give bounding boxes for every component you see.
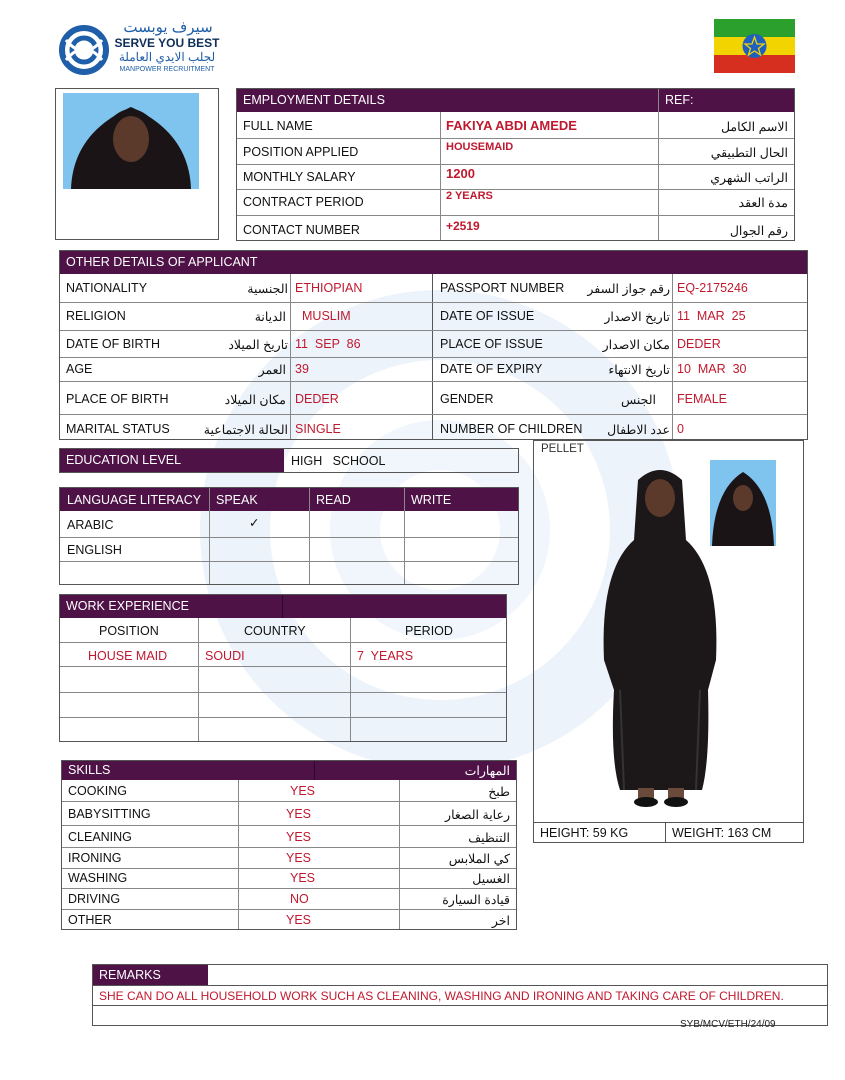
gender-ar: الجنس <box>620 393 656 407</box>
skill-cleaning-label: CLEANING <box>68 830 132 844</box>
skill-washing-value: YES <box>290 871 316 885</box>
logo-sub: MANPOWER RECRUITMENT <box>119 66 215 73</box>
skill-babysitting-ar: رعاية الصغار <box>445 808 510 822</box>
remarks-text: SHE CAN DO ALL HOUSEHOLD WORK SUCH AS CLEANING, WASHING AND IRONING AND TAKING CARE OF CHILDREN. <box>99 989 784 1003</box>
logo-emblem-icon <box>58 22 110 78</box>
nationality-label: NATIONALITY <box>66 281 148 295</box>
logo-name: SERVE YOU BEST <box>114 36 220 50</box>
nationality-ar: الجنسية <box>247 282 288 296</box>
contact-number-value: +2519 <box>446 219 480 233</box>
applicant-photo-small <box>710 460 776 546</box>
skills-header: SKILLS <box>62 761 516 780</box>
contract-period-value: 2 YEARS <box>446 190 493 202</box>
education-level-value: HIGH SCHOOL <box>291 454 386 468</box>
logo-arabic-sub: لجلب الايدي العاملة <box>118 50 216 64</box>
skill-cooking-label: COOKING <box>68 784 128 798</box>
marital-status-value: SINGLE <box>295 422 341 436</box>
work-period-col-header: PERIOD <box>405 624 453 638</box>
passport-number-label: PASSPORT NUMBER <box>440 281 565 295</box>
religion-label: RELIGION <box>66 309 126 323</box>
employment-details-header: EMPLOYMENT DETAILS <box>237 89 658 112</box>
date-of-expiry-label: DATE OF EXPIRY <box>440 362 543 376</box>
language-col-header: LANGUAGE LITERACY <box>67 493 202 507</box>
skill-other-value: YES <box>286 913 312 927</box>
place-of-issue-label: PLACE OF ISSUE <box>440 337 543 351</box>
place-of-birth-label: PLACE OF BIRTH <box>66 392 169 406</box>
place-of-issue-value: DEDER <box>677 337 721 351</box>
age-label: AGE <box>66 362 93 376</box>
number-of-children-label: NUMBER OF CHILDREN <box>440 422 583 436</box>
age-ar: العمر <box>258 363 286 377</box>
passport-number-value: EQ-2175246 <box>677 281 748 295</box>
date-of-expiry-value: 10 MAR 30 <box>677 362 747 376</box>
date-of-birth-value: 11 SEP 86 <box>295 337 361 351</box>
contract-period-label: CONTRACT PERIOD <box>243 195 364 209</box>
full-name-value: FAKIYA ABDI AMEDE <box>446 118 577 133</box>
skill-babysitting-value: YES <box>286 807 312 821</box>
remarks-header: REMARKS <box>93 965 208 985</box>
date-of-issue-value: 11 MAR 25 <box>677 309 746 323</box>
skills-header-ar: المهارات <box>464 764 510 778</box>
place-of-issue-ar: مكان الاصدار <box>602 338 670 352</box>
skill-washing-label: WASHING <box>68 871 128 885</box>
monthly-salary-label: MONTHLY SALARY <box>243 170 356 184</box>
gender-label: GENDER <box>440 392 494 406</box>
place-of-birth-value: DEDER <box>295 392 339 406</box>
pellet-label: PELLET <box>541 443 584 455</box>
contact-number-label: CONTACT NUMBER <box>243 223 360 237</box>
skill-driving-ar: قيادة السيارة <box>442 893 510 907</box>
work-period-value: 7 YEARS <box>357 649 414 663</box>
skill-cleaning-value: YES <box>286 830 312 844</box>
skill-cooking-value: YES <box>290 784 316 798</box>
position-applied-value: HOUSEMAID <box>446 141 514 153</box>
document-code: SYB/MCV/ETH/24/09 <box>680 1019 776 1030</box>
skill-other-label: OTHER <box>68 913 112 927</box>
write-col-header: WRITE <box>411 493 452 507</box>
education-level-header: EDUCATION LEVEL <box>60 449 284 472</box>
skill-cleaning-ar: التنظيف <box>468 831 510 845</box>
position-applied-label: POSITION APPLIED <box>243 145 359 159</box>
employment-col-divider <box>440 112 441 240</box>
date-of-birth-label: DATE OF BIRTH <box>66 337 160 351</box>
arabic-speak-check: ✓ <box>249 516 260 530</box>
position-applied-ar: الحال التطبيقي <box>710 146 788 160</box>
employment-ref-label: REF: <box>659 89 794 112</box>
skill-washing-ar: الغسيل <box>472 872 510 886</box>
skill-cooking-ar: طبخ <box>488 785 510 799</box>
skill-driving-label: DRIVING <box>68 892 121 906</box>
company-logo <box>58 20 223 80</box>
skill-babysitting-label: BABYSITTING <box>68 807 151 821</box>
monthly-salary-value: 1200 <box>446 166 475 181</box>
speak-col-header: SPEAK <box>216 493 258 507</box>
language-english: ENGLISH <box>67 543 122 557</box>
other-details-header: OTHER DETAILS OF APPLICANT <box>60 251 807 274</box>
marital-status-ar: الحالة الاجتماعية <box>203 423 288 437</box>
place-of-birth-ar: مكان الميلاد <box>224 393 286 407</box>
skill-ironing-ar: كي الملابس <box>448 852 510 866</box>
contract-period-ar: مدة العقد <box>738 196 788 210</box>
skill-driving-value: NO <box>290 892 309 906</box>
work-country-value: SOUDI <box>205 649 245 663</box>
full-name-ar: الاسم الكامل <box>720 120 788 134</box>
gender-value: FEMALE <box>677 392 728 406</box>
logo-arabic: سيرف يوبست <box>123 19 213 36</box>
monthly-salary-ar: الراتب الشهري <box>710 171 788 185</box>
date-of-issue-ar: تاريخ الاصدار <box>604 310 670 324</box>
date-of-birth-ar: تاريخ الميلاد <box>228 338 288 352</box>
skill-ironing-value: YES <box>286 851 312 865</box>
marital-status-label: MARITAL STATUS <box>66 422 170 436</box>
number-of-children-ar: عدد الاطفال <box>607 423 670 437</box>
height-value: HEIGHT: 59 KG <box>540 826 629 840</box>
work-position-col-header: POSITION <box>99 624 159 638</box>
number-of-children-value: 0 <box>677 422 684 436</box>
full-name-label: FULL NAME <box>243 119 313 133</box>
age-value: 39 <box>295 362 309 376</box>
contact-number-ar: رقم الجوال <box>729 224 788 238</box>
passport-number-ar: رقم جواز السفر <box>587 282 670 296</box>
skill-ironing-label: IRONING <box>68 851 122 865</box>
work-country-col-header: COUNTRY <box>244 624 306 638</box>
date-of-issue-label: DATE OF ISSUE <box>440 309 535 323</box>
work-position-value: HOUSE MAID <box>88 649 168 663</box>
religion-ar: الديانة <box>254 310 286 324</box>
date-of-expiry-ar: تاريخ الانتهاء <box>608 363 670 377</box>
skill-other-ar: اخر <box>491 914 510 928</box>
applicant-photo <box>63 93 199 189</box>
weight-value: WEIGHT: 163 CM <box>672 826 772 840</box>
read-col-header: READ <box>316 493 351 507</box>
work-experience-header: WORK EXPERIENCE <box>60 595 506 618</box>
religion-value: MUSLIM <box>302 309 351 323</box>
language-arabic: ARABIC <box>67 518 114 532</box>
nationality-value: ETHIOPIAN <box>295 281 363 295</box>
ethiopia-flag-icon <box>714 19 795 73</box>
